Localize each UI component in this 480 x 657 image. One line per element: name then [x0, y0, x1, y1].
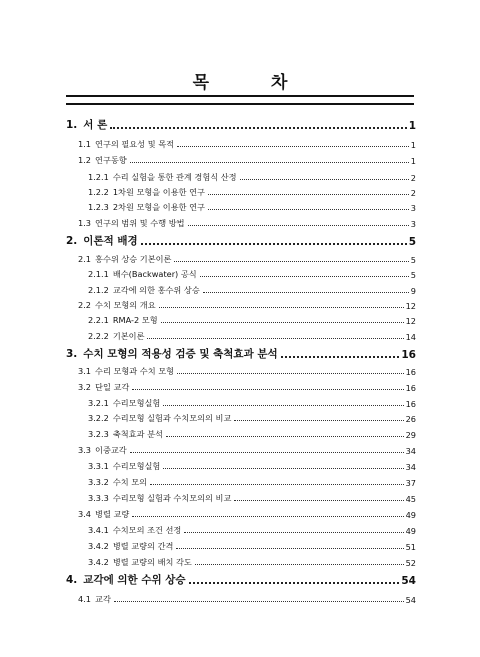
toc-entry-number: 3.3.3 [88, 493, 109, 503]
toc-subsection[interactable] [88, 474, 416, 488]
toc-entry-number: 1.1 [78, 139, 92, 149]
toc-entry-page: 51 [405, 542, 416, 552]
toc-entry-label [88, 202, 205, 213]
toc-entry-title: 교각 [95, 594, 111, 604]
toc-entry-number: 2. [66, 235, 78, 247]
dot-leader [200, 276, 409, 277]
toc-entry-label [66, 117, 107, 132]
dot-leader [163, 405, 403, 406]
toc-entry-label [78, 254, 171, 265]
dot-leader [189, 582, 400, 584]
toc-entry-title: 이중교각 [95, 445, 127, 455]
toc-entry-label [88, 477, 147, 488]
toc-entry-number: 3. [66, 348, 78, 360]
toc-entry-number: 2.2 [78, 300, 92, 310]
dot-leader [234, 500, 403, 501]
toc-entry-page: 29 [405, 430, 416, 440]
toc-entry-label [78, 139, 174, 150]
toc-entry-title: 서 론 [83, 119, 108, 131]
toc-entry-number: 1.3 [78, 218, 92, 228]
toc-subsection[interactable] [88, 169, 416, 183]
dot-leader [147, 338, 403, 339]
toc-entry-page: 49 [405, 526, 416, 536]
toc-entry-label [88, 429, 163, 440]
toc-entry-number: 2.1 [78, 254, 92, 264]
dot-leader [240, 179, 409, 180]
toc-entry-page: 12 [405, 301, 416, 311]
toc-section[interactable] [78, 363, 416, 377]
toc-entry-number: 3.2.2 [88, 413, 109, 423]
dot-leader [234, 420, 403, 421]
toc-subsection[interactable] [88, 395, 416, 409]
dot-leader [174, 261, 408, 262]
toc-subsection[interactable] [88, 426, 416, 440]
toc-section[interactable] [78, 297, 416, 311]
toc-entry-title: 배수(Backwater) 공식 [112, 269, 197, 279]
toc-entry-title: 수리 실험을 통한 관계 경험식 산정 [112, 172, 237, 182]
toc-entry-page: 26 [405, 414, 416, 424]
toc-entry-label [88, 285, 200, 296]
toc-entry-page: 12 [405, 316, 416, 326]
toc-subsection[interactable] [88, 538, 416, 552]
toc-entry-page: 5 [408, 236, 416, 248]
toc-entry-label [88, 187, 205, 198]
toc-subsection[interactable] [88, 184, 416, 198]
toc-entry-number: 3.2 [78, 382, 92, 392]
dot-leader [195, 564, 404, 565]
toc-entry-page: 3 [410, 203, 416, 213]
toc-entry-title: 수치모의 조건 선정 [112, 525, 182, 535]
toc-section[interactable] [78, 506, 416, 520]
toc-entry-title: 수치 모형의 개요 [95, 300, 156, 310]
dot-leader [132, 516, 403, 517]
dot-leader [132, 389, 403, 390]
dot-leader [130, 452, 404, 453]
dot-leader [177, 373, 404, 374]
toc-entry-page: 5 [410, 255, 416, 265]
toc-subsection[interactable] [88, 199, 416, 213]
toc-entry-label [88, 557, 192, 568]
toc-subsection[interactable] [88, 282, 416, 296]
toc-entry-page: 1 [410, 140, 416, 150]
toc-subsection[interactable] [88, 458, 416, 472]
toc-entry-label [88, 315, 158, 326]
toc-entry-number: 4. [66, 574, 78, 586]
toc-entry-number: 3.3.2 [88, 477, 109, 487]
toc-entry-title: 교각에 의한 수위 상승 [83, 574, 186, 586]
toc-entry-page: 9 [410, 286, 416, 296]
toc-entry-label [88, 525, 181, 536]
toc-entry-label [66, 233, 138, 248]
dot-leader [184, 532, 403, 533]
toc-entry-number: 1.2.1 [88, 172, 109, 182]
toc-entry-label [88, 461, 160, 472]
toc-entry-page: 37 [405, 478, 416, 488]
toc-section[interactable] [78, 591, 416, 605]
toc-entry-number: 3.4.1 [88, 525, 109, 535]
toc-entry-label [78, 509, 129, 520]
toc-heading: 목 차 [192, 73, 316, 93]
dot-leader [161, 322, 404, 323]
toc-entry-label [78, 218, 185, 229]
toc-entry-label [78, 594, 111, 605]
toc-chapter[interactable] [66, 118, 416, 132]
toc-entry-number: 3.3 [78, 445, 92, 455]
dot-leader [208, 194, 409, 195]
toc-entry-title: 1차원 모형을 이용한 연구 [112, 187, 205, 197]
toc-entry-number: 1.2.3 [88, 202, 109, 212]
toc-entry-title: 기본이론 [112, 331, 145, 341]
toc-chapter[interactable] [66, 234, 416, 248]
toc-subsection[interactable] [88, 410, 416, 424]
dot-leader [110, 127, 406, 129]
toc-entry-page: 1 [408, 120, 416, 132]
toc-entry-page: 49 [405, 510, 416, 520]
toc-entry-number: 3.2.1 [88, 398, 109, 408]
toc-chapter[interactable] [66, 347, 416, 361]
toc-entry-title: 홍수위 상승 기본이론 [95, 254, 172, 264]
toc-entry-page: 34 [405, 446, 416, 456]
toc-subsection[interactable] [88, 312, 416, 326]
dot-leader [203, 292, 409, 293]
toc-entry-number: 3.2.3 [88, 429, 109, 439]
toc-entry-title: 수리모형 실험과 수치모의의 비교 [112, 493, 232, 503]
toc-entry-number: 1.2.2 [88, 187, 109, 197]
toc-section[interactable] [78, 379, 416, 393]
dot-leader [281, 356, 400, 358]
dot-leader [150, 484, 403, 485]
toc-entry-label [88, 269, 197, 280]
toc-entry-title: 수리 모형과 수치 모형 [95, 366, 175, 376]
toc-entry-title: 교각에 의한 홍수위 상승 [112, 285, 200, 295]
toc-entry-title: 수리모형 실험과 수치모의의 비교 [112, 413, 232, 423]
dot-leader [163, 468, 403, 469]
toc-subsection[interactable] [88, 490, 416, 504]
toc-entry-number: 2.1.2 [88, 285, 109, 295]
toc-section[interactable] [78, 251, 416, 265]
toc-entry-number: 3.1 [78, 366, 92, 376]
toc-entry-title: 단일 교각 [95, 382, 130, 392]
toc-entry-title: 수치 모형의 적용성 검증 및 축척효과 분석 [83, 348, 278, 360]
toc-subsection[interactable] [88, 328, 416, 342]
toc-entry-page: 2 [410, 188, 416, 198]
dot-leader [141, 243, 407, 245]
toc-entry-page: 54 [405, 595, 416, 605]
toc-entry-page: 16 [401, 349, 416, 361]
toc-entry-label [78, 155, 127, 166]
toc-entry-page: 16 [405, 367, 416, 377]
toc-entry-title: 수리모형실험 [112, 398, 161, 408]
dot-leader [166, 436, 404, 437]
toc-entry-title: 축척효과 분석 [112, 429, 163, 439]
toc-entry-number: 1.2 [78, 155, 92, 165]
dot-leader [188, 225, 409, 226]
toc-entry-number: 3.4 [78, 509, 92, 519]
toc-entry-title: 2차원 모형을 이용한 연구 [112, 202, 205, 212]
toc-section[interactable] [78, 136, 416, 150]
dot-leader [114, 601, 404, 602]
toc-entry-page: 45 [405, 494, 416, 504]
toc-section[interactable] [78, 152, 416, 166]
toc-entry-label [78, 366, 174, 377]
toc-entry-title: RMA-2 모형 [112, 315, 158, 325]
toc-subsection[interactable] [88, 522, 416, 536]
toc-entry-number: 2.2.1 [88, 315, 109, 325]
toc-entry-title: 이론적 배경 [83, 235, 138, 247]
toc-entry-number: 2.2.2 [88, 331, 109, 341]
toc-entry-title: 연구동향 [95, 155, 127, 165]
toc-entry-title: 연구의 범위 및 수행 방법 [95, 218, 185, 228]
toc-entry-number: 3.4.2 [88, 557, 109, 567]
toc-entry-label [88, 493, 231, 504]
dot-leader [159, 307, 404, 308]
toc-entry-label [88, 398, 160, 409]
toc-section[interactable] [78, 442, 416, 456]
dot-leader [176, 548, 403, 549]
toc-entry-title: 수리모형실험 [112, 461, 161, 471]
toc-subsection[interactable] [88, 266, 416, 280]
toc-entry-number: 2.1.1 [88, 269, 109, 279]
toc-entry-page: 16 [405, 399, 416, 409]
toc-entry-label [88, 541, 173, 552]
toc-entry-page: 34 [405, 462, 416, 472]
toc-entry-label [78, 445, 127, 456]
toc-entry-title: 연구의 필요성 및 목적 [95, 139, 175, 149]
toc-entry-title: 병렬 교량 [95, 509, 130, 519]
toc-entry-page: 5 [410, 270, 416, 280]
toc-entry-page: 2 [410, 173, 416, 183]
toc-entry-label [66, 572, 186, 587]
toc-subsection[interactable] [88, 554, 416, 568]
toc-entry-title: 수치 모의 [112, 477, 148, 487]
toc-entry-number: 3.4.2 [88, 541, 109, 551]
dot-leader [130, 162, 409, 163]
toc-section[interactable] [78, 215, 416, 229]
toc-entry-title: 병렬 교량의 배치 각도 [112, 557, 192, 567]
toc-entry-page: 54 [401, 575, 416, 587]
toc-entry-label [78, 300, 156, 311]
toc-entry-label [78, 382, 129, 393]
toc-entry-label [66, 346, 278, 361]
dot-leader [177, 146, 409, 147]
toc-entry-number: 1. [66, 119, 78, 131]
toc-entry-page: 14 [405, 332, 416, 342]
toc-entry-title: 병렬 교량의 간격 [112, 541, 174, 551]
toc-entry-label [88, 172, 237, 183]
toc-entry-label [88, 413, 231, 424]
toc-entry-page: 1 [410, 156, 416, 166]
toc-entry-page: 52 [405, 558, 416, 568]
dot-leader [208, 209, 409, 210]
toc-entry-page: 16 [405, 383, 416, 393]
toc-chapter[interactable] [66, 573, 416, 587]
toc-entry-page: 3 [410, 219, 416, 229]
toc-entry-number: 3.3.1 [88, 461, 109, 471]
toc-entry-number: 4.1 [78, 594, 92, 604]
toc-entry-label [88, 331, 144, 342]
